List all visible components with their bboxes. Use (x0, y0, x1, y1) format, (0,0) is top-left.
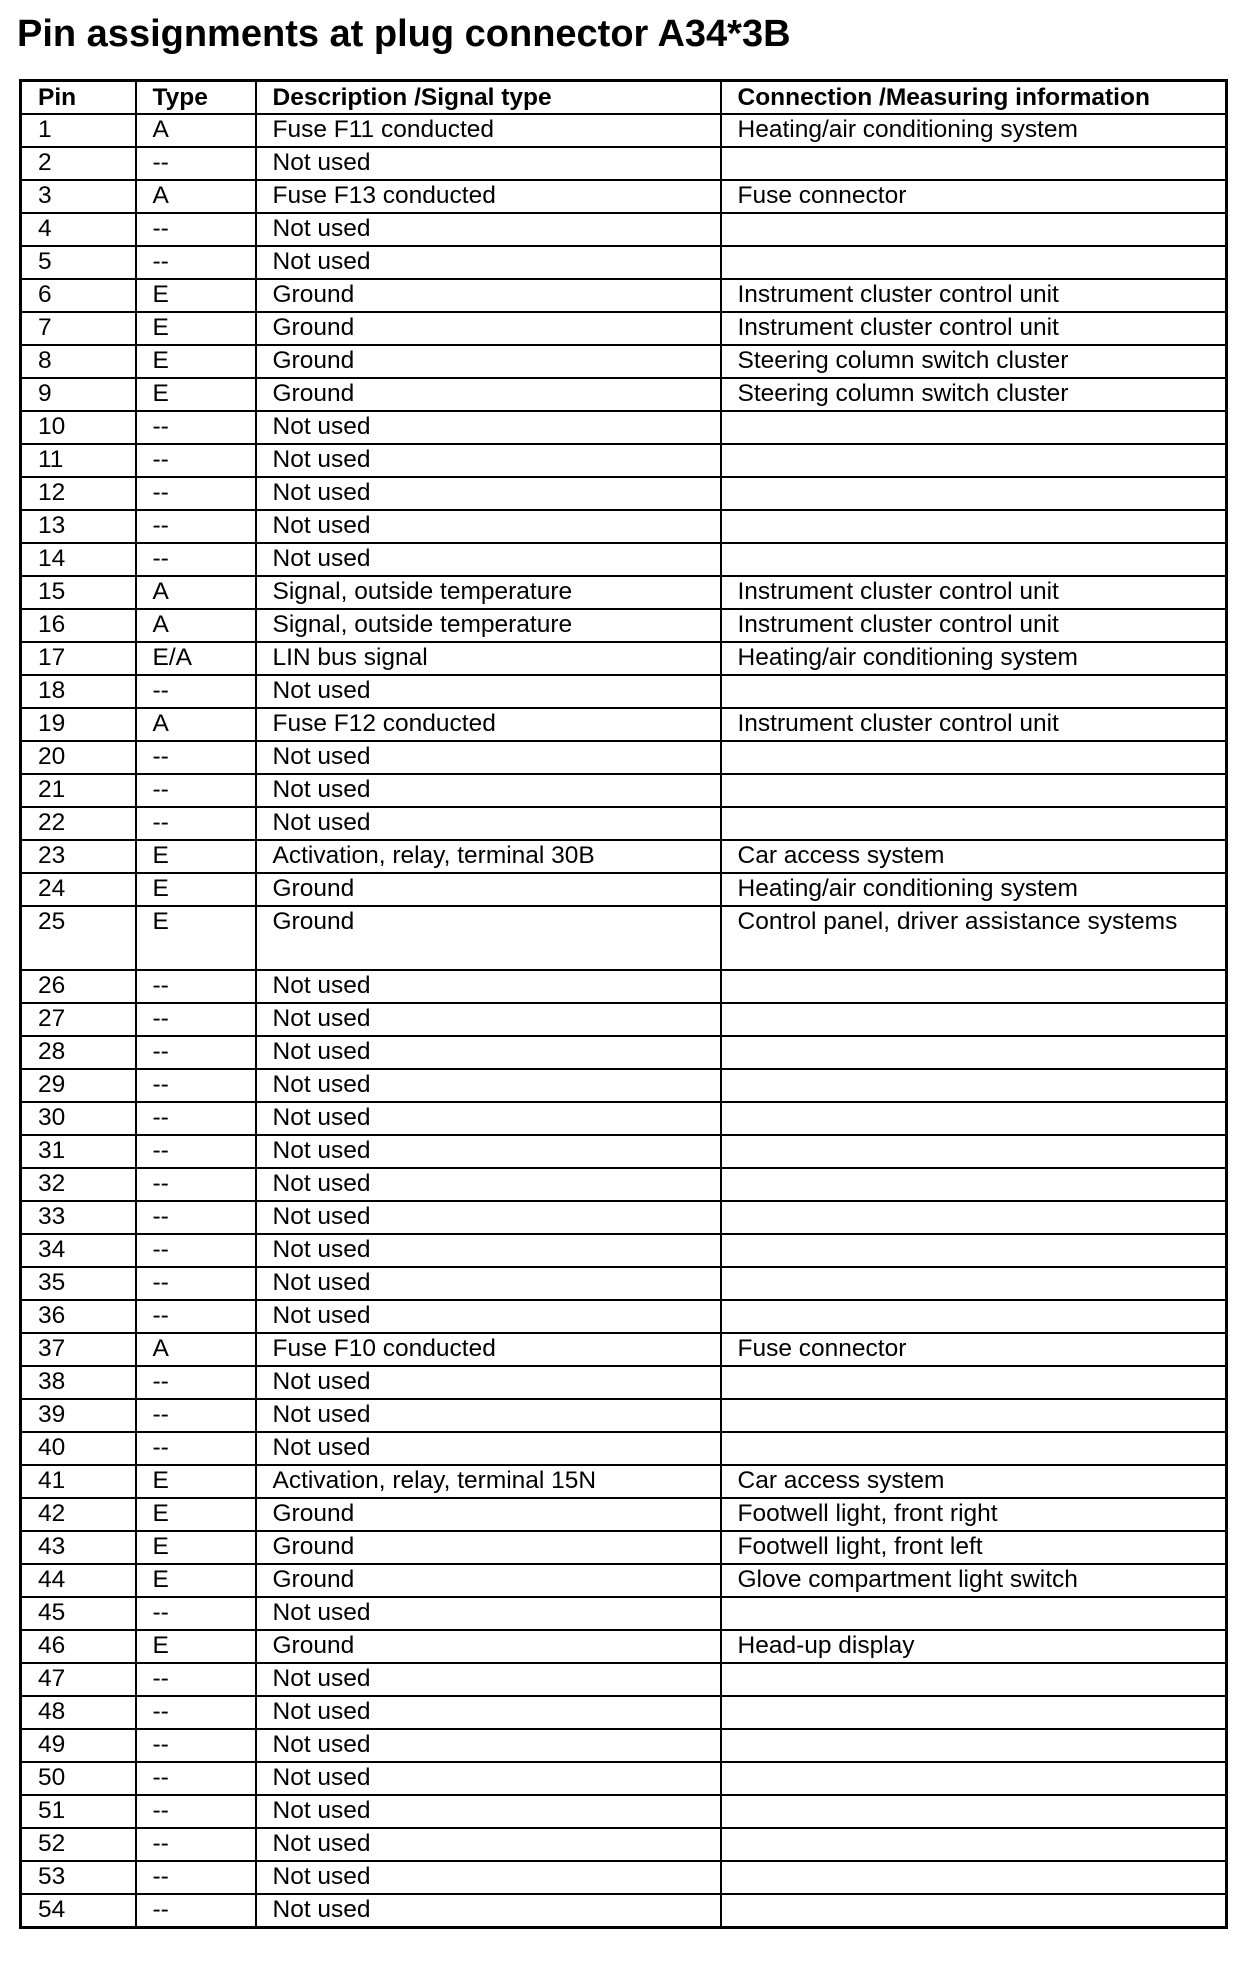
header-pin: Pin (21, 81, 136, 115)
cell-description: Not used (256, 1861, 721, 1894)
cell-type: -- (136, 1663, 256, 1696)
cell-type: -- (136, 444, 256, 477)
cell-type: -- (136, 1201, 256, 1234)
cell-type: E (136, 312, 256, 345)
cell-type: -- (136, 1729, 256, 1762)
table-row (21, 1696, 1227, 1729)
cell-pin: 26 (21, 970, 136, 1003)
cell-pin: 48 (21, 1696, 136, 1729)
table-row (21, 576, 1227, 609)
table-row (21, 741, 1227, 774)
cell-pin: 52 (21, 1828, 136, 1861)
cell-connection: Heating/air conditioning system (721, 642, 1227, 675)
cell-type: -- (136, 1696, 256, 1729)
cell-description: Not used (256, 411, 721, 444)
cell-type: -- (136, 147, 256, 180)
cell-type: -- (136, 246, 256, 279)
cell-description: Ground (256, 873, 721, 906)
cell-type: A (136, 576, 256, 609)
cell-pin: 31 (21, 1135, 136, 1168)
cell-pin: 36 (21, 1300, 136, 1333)
cell-type: -- (136, 1762, 256, 1795)
cell-description: Activation, relay, terminal 30B (256, 840, 721, 873)
table-row (21, 1432, 1227, 1465)
cell-type: E/A (136, 642, 256, 675)
cell-type: -- (136, 1036, 256, 1069)
cell-type: E (136, 1564, 256, 1597)
cell-connection: Steering column switch cluster (721, 378, 1227, 411)
cell-type: -- (136, 477, 256, 510)
cell-pin: 42 (21, 1498, 136, 1531)
table-row (21, 114, 1227, 147)
cell-description: Fuse F12 conducted (256, 708, 721, 741)
cell-type: E (136, 1630, 256, 1663)
cell-pin: 38 (21, 1366, 136, 1399)
cell-connection: Heating/air conditioning system (721, 114, 1227, 147)
table-row (21, 1201, 1227, 1234)
cell-type: A (136, 609, 256, 642)
table-row (21, 1102, 1227, 1135)
cell-description: Not used (256, 1762, 721, 1795)
cell-type: -- (136, 1234, 256, 1267)
table-row (21, 1630, 1227, 1663)
table-row (21, 1300, 1227, 1333)
cell-type: -- (136, 1267, 256, 1300)
cell-type: -- (136, 970, 256, 1003)
cell-connection (721, 543, 1227, 576)
cell-type: -- (136, 1894, 256, 1928)
cell-description: Not used (256, 1894, 721, 1928)
cell-connection (721, 1432, 1227, 1465)
cell-connection (721, 1861, 1227, 1894)
cell-type: E (136, 279, 256, 312)
cell-pin: 25 (21, 906, 136, 970)
table-row (21, 1861, 1227, 1894)
cell-description: Not used (256, 1795, 721, 1828)
cell-connection: Footwell light, front left (721, 1531, 1227, 1564)
cell-type: -- (136, 1795, 256, 1828)
table-row (21, 246, 1227, 279)
cell-description: Not used (256, 1036, 721, 1069)
cell-description: Ground (256, 279, 721, 312)
cell-description: Not used (256, 147, 721, 180)
table-row (21, 279, 1227, 312)
cell-pin: 22 (21, 807, 136, 840)
cell-pin: 53 (21, 1861, 136, 1894)
cell-connection (721, 1135, 1227, 1168)
cell-connection (721, 510, 1227, 543)
cell-description: Not used (256, 675, 721, 708)
cell-type: -- (136, 1399, 256, 1432)
cell-description: Not used (256, 1300, 721, 1333)
cell-description: Signal, outside temperature (256, 609, 721, 642)
cell-connection: Instrument cluster control unit (721, 609, 1227, 642)
cell-pin: 6 (21, 279, 136, 312)
table-row (21, 906, 1227, 970)
cell-pin: 16 (21, 609, 136, 642)
cell-type: A (136, 1333, 256, 1366)
cell-connection (721, 970, 1227, 1003)
cell-type: -- (136, 1102, 256, 1135)
cell-description: Not used (256, 1432, 721, 1465)
cell-pin: 39 (21, 1399, 136, 1432)
cell-description: Not used (256, 1069, 721, 1102)
cell-pin: 5 (21, 246, 136, 279)
cell-connection (721, 1036, 1227, 1069)
cell-description: Not used (256, 213, 721, 246)
table-row (21, 609, 1227, 642)
cell-description: Fuse F13 conducted (256, 180, 721, 213)
cell-type: -- (136, 1828, 256, 1861)
cell-type: E (136, 906, 256, 970)
header-type: Type (136, 81, 256, 115)
cell-connection: Head-up display (721, 1630, 1227, 1663)
cell-description: Not used (256, 970, 721, 1003)
table-row (21, 1333, 1227, 1366)
cell-connection (721, 1003, 1227, 1036)
cell-type: -- (136, 1597, 256, 1630)
table-row (21, 1498, 1227, 1531)
cell-description: Ground (256, 378, 721, 411)
cell-type: A (136, 114, 256, 147)
table-row (21, 1531, 1227, 1564)
cell-type: E (136, 873, 256, 906)
cell-description: Not used (256, 510, 721, 543)
cell-type: -- (136, 1432, 256, 1465)
cell-pin: 51 (21, 1795, 136, 1828)
table-row (21, 1795, 1227, 1828)
table-row (21, 1894, 1227, 1928)
table-row (21, 147, 1227, 180)
cell-type: -- (136, 807, 256, 840)
cell-pin: 50 (21, 1762, 136, 1795)
cell-connection (721, 1366, 1227, 1399)
cell-type: A (136, 180, 256, 213)
cell-description: Ground (256, 1630, 721, 1663)
table-row (21, 1663, 1227, 1696)
cell-description: Not used (256, 774, 721, 807)
cell-type: -- (136, 1861, 256, 1894)
table-row (21, 345, 1227, 378)
cell-description: Ground (256, 312, 721, 345)
cell-connection (721, 1399, 1227, 1432)
cell-pin: 40 (21, 1432, 136, 1465)
cell-pin: 11 (21, 444, 136, 477)
cell-pin: 17 (21, 642, 136, 675)
cell-pin: 15 (21, 576, 136, 609)
table-row (21, 312, 1227, 345)
table-row (21, 1762, 1227, 1795)
cell-connection (721, 675, 1227, 708)
cell-connection: Instrument cluster control unit (721, 708, 1227, 741)
cell-connection (721, 1828, 1227, 1861)
cell-pin: 3 (21, 180, 136, 213)
cell-type: -- (136, 1135, 256, 1168)
cell-pin: 9 (21, 378, 136, 411)
cell-type: -- (136, 1069, 256, 1102)
cell-description: Not used (256, 1003, 721, 1036)
cell-connection: Control panel, driver assistance systems (721, 906, 1227, 970)
cell-type: -- (136, 741, 256, 774)
cell-connection: Steering column switch cluster (721, 345, 1227, 378)
cell-type: -- (136, 1300, 256, 1333)
table-row (21, 1564, 1227, 1597)
cell-type: E (136, 1498, 256, 1531)
cell-pin: 13 (21, 510, 136, 543)
cell-type: E (136, 345, 256, 378)
cell-connection (721, 774, 1227, 807)
cell-connection (721, 444, 1227, 477)
table-row (21, 1828, 1227, 1861)
cell-description: Not used (256, 1267, 721, 1300)
cell-connection (721, 477, 1227, 510)
table-body (21, 114, 1227, 1928)
table-row (21, 642, 1227, 675)
table-row (21, 708, 1227, 741)
table-row (21, 1036, 1227, 1069)
cell-type: -- (136, 510, 256, 543)
cell-connection (721, 213, 1227, 246)
cell-description: Not used (256, 741, 721, 774)
cell-pin: 23 (21, 840, 136, 873)
cell-type: -- (136, 1168, 256, 1201)
cell-pin: 33 (21, 1201, 136, 1234)
cell-description: Not used (256, 246, 721, 279)
cell-type: E (136, 1465, 256, 1498)
page-title: Pin assignments at plug connector A34*3B (17, 13, 791, 55)
cell-connection (721, 1663, 1227, 1696)
cell-connection (721, 1234, 1227, 1267)
cell-pin: 21 (21, 774, 136, 807)
cell-pin: 18 (21, 675, 136, 708)
cell-connection: Car access system (721, 1465, 1227, 1498)
cell-pin: 20 (21, 741, 136, 774)
cell-connection: Footwell light, front right (721, 1498, 1227, 1531)
cell-connection (721, 1102, 1227, 1135)
cell-pin: 27 (21, 1003, 136, 1036)
cell-pin: 2 (21, 147, 136, 180)
cell-pin: 43 (21, 1531, 136, 1564)
cell-connection (721, 1894, 1227, 1928)
cell-connection: Instrument cluster control unit (721, 312, 1227, 345)
cell-pin: 35 (21, 1267, 136, 1300)
cell-connection: Glove compartment light switch (721, 1564, 1227, 1597)
table-row (21, 1366, 1227, 1399)
cell-connection (721, 411, 1227, 444)
cell-pin: 34 (21, 1234, 136, 1267)
cell-description: Ground (256, 345, 721, 378)
cell-description: Not used (256, 1234, 721, 1267)
header-description: Description /Signal type (256, 81, 721, 115)
cell-pin: 47 (21, 1663, 136, 1696)
cell-description: Not used (256, 543, 721, 576)
table-row (21, 1234, 1227, 1267)
cell-description: Not used (256, 1729, 721, 1762)
cell-description: Not used (256, 1597, 721, 1630)
cell-pin: 46 (21, 1630, 136, 1663)
cell-type: -- (136, 1366, 256, 1399)
cell-pin: 4 (21, 213, 136, 246)
cell-type: E (136, 378, 256, 411)
cell-pin: 37 (21, 1333, 136, 1366)
cell-connection (721, 741, 1227, 774)
cell-description: Not used (256, 1201, 721, 1234)
cell-connection (721, 1729, 1227, 1762)
cell-pin: 45 (21, 1597, 136, 1630)
cell-pin: 1 (21, 114, 136, 147)
cell-connection: Car access system (721, 840, 1227, 873)
cell-pin: 49 (21, 1729, 136, 1762)
cell-type: -- (136, 213, 256, 246)
cell-connection (721, 1168, 1227, 1201)
cell-connection: Fuse connector (721, 180, 1227, 213)
table-row (21, 1465, 1227, 1498)
cell-connection: Instrument cluster control unit (721, 576, 1227, 609)
table-row (21, 477, 1227, 510)
cell-type: E (136, 1531, 256, 1564)
cell-type: A (136, 708, 256, 741)
cell-connection (721, 1201, 1227, 1234)
table-row (21, 1267, 1227, 1300)
cell-pin: 41 (21, 1465, 136, 1498)
table-row (21, 1003, 1227, 1036)
table-row (21, 378, 1227, 411)
cell-connection (721, 1267, 1227, 1300)
cell-description: Not used (256, 477, 721, 510)
cell-connection (721, 246, 1227, 279)
cell-description: Ground (256, 1531, 721, 1564)
header-connection: Connection /Measuring information (721, 81, 1227, 115)
cell-description: Not used (256, 1399, 721, 1432)
cell-pin: 24 (21, 873, 136, 906)
cell-description: Not used (256, 1696, 721, 1729)
cell-description: Not used (256, 1663, 721, 1696)
cell-connection: Heating/air conditioning system (721, 873, 1227, 906)
cell-connection (721, 1762, 1227, 1795)
cell-type: -- (136, 411, 256, 444)
cell-connection (721, 147, 1227, 180)
table-row (21, 1399, 1227, 1432)
cell-connection (721, 807, 1227, 840)
cell-connection (721, 1696, 1227, 1729)
table-row (21, 807, 1227, 840)
cell-type: -- (136, 1003, 256, 1036)
cell-pin: 7 (21, 312, 136, 345)
table-row (21, 444, 1227, 477)
cell-pin: 8 (21, 345, 136, 378)
cell-pin: 12 (21, 477, 136, 510)
table-row (21, 774, 1227, 807)
table-row (21, 1168, 1227, 1201)
cell-connection (721, 1597, 1227, 1630)
table-row (21, 1135, 1227, 1168)
cell-type: -- (136, 675, 256, 708)
cell-description: Not used (256, 444, 721, 477)
cell-pin: 30 (21, 1102, 136, 1135)
cell-pin: 19 (21, 708, 136, 741)
cell-description: Not used (256, 1135, 721, 1168)
table-row (21, 970, 1227, 1003)
cell-connection (721, 1069, 1227, 1102)
cell-type: -- (136, 543, 256, 576)
cell-type: E (136, 840, 256, 873)
cell-description: Ground (256, 1564, 721, 1597)
cell-description: Ground (256, 1498, 721, 1531)
cell-pin: 54 (21, 1894, 136, 1928)
cell-pin: 44 (21, 1564, 136, 1597)
cell-connection (721, 1795, 1227, 1828)
cell-pin: 32 (21, 1168, 136, 1201)
cell-connection: Instrument cluster control unit (721, 279, 1227, 312)
cell-description: Fuse F10 conducted (256, 1333, 721, 1366)
table-row (21, 1597, 1227, 1630)
cell-description: LIN bus signal (256, 642, 721, 675)
table-row (21, 543, 1227, 576)
cell-description: Not used (256, 1102, 721, 1135)
cell-description: Fuse F11 conducted (256, 114, 721, 147)
table-row (21, 180, 1227, 213)
table-header-row (21, 81, 1227, 115)
table-row (21, 411, 1227, 444)
table-row (21, 1069, 1227, 1102)
cell-pin: 28 (21, 1036, 136, 1069)
table-row (21, 213, 1227, 246)
cell-description: Ground (256, 906, 721, 970)
table-row (21, 675, 1227, 708)
cell-description: Not used (256, 1366, 721, 1399)
pin-assignment-table (19, 79, 1228, 1929)
table-row (21, 873, 1227, 906)
cell-description: Not used (256, 807, 721, 840)
cell-description: Activation, relay, terminal 15N (256, 1465, 721, 1498)
cell-pin: 14 (21, 543, 136, 576)
table-row (21, 1729, 1227, 1762)
table-row (21, 510, 1227, 543)
cell-description: Not used (256, 1168, 721, 1201)
cell-type: -- (136, 774, 256, 807)
cell-pin: 29 (21, 1069, 136, 1102)
cell-connection: Fuse connector (721, 1333, 1227, 1366)
cell-pin: 10 (21, 411, 136, 444)
cell-description: Signal, outside temperature (256, 576, 721, 609)
table-row (21, 840, 1227, 873)
cell-connection (721, 1300, 1227, 1333)
cell-description: Not used (256, 1828, 721, 1861)
